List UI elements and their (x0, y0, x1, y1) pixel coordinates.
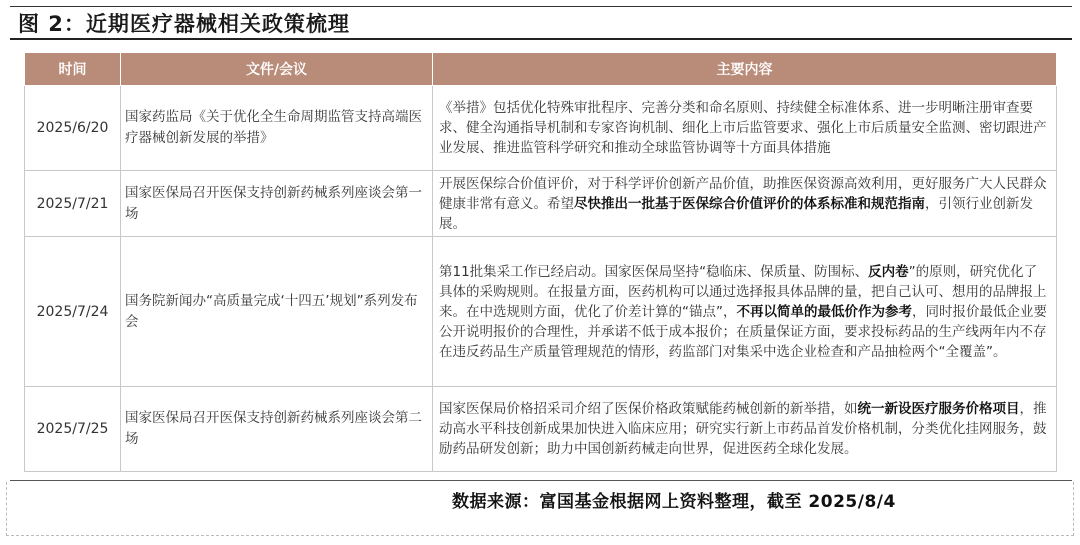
content-emphasis: 反内卷 (868, 263, 909, 280)
table-row (25, 387, 1057, 472)
row-date: 2025/7/25 (25, 387, 121, 472)
row-content (433, 237, 1057, 387)
content-text: ，推动高水平科技创新成果加快进入临床应用；研究实行新上市药品首发价格机制，分类优化挂网服务，鼓励药品研发创新；助力中国创新药械走向世界，促进医药全球化发展。 (439, 401, 1047, 457)
content-emphasis: 统一新设医疗服务价格项目 (857, 401, 1020, 417)
content-text: 国家医保局价格招采司介绍了医保价格政策赋能药械创新的新举措，如 (439, 401, 858, 417)
header-document: 文件/会议 (121, 53, 433, 86)
figure-title: 图 2：近期医疗器械相关政策梳理 (18, 11, 350, 36)
table-row (25, 237, 1057, 387)
content-text: 《举措》包括优化特殊审批程序、完善分类和命名原则、持续健全标准体系、进一步明晰注册审查要求、健全沟通指导机制和专家咨询机制、细化上市后监管要求、强化上市后质量安全监测、密切跟进产业发展、推进监管科学研究和推动全球监管协调等十方面具体措施 (439, 100, 1047, 156)
content-text: ”的原则，研究优化了具体的采购规则。在报量方面，医药机构可以通过选择报具体品牌的量，把自己认可、想用的品牌报上来。在中选规则方面，优化了价差计算的“锚点”， (439, 263, 1047, 320)
policy-table-container (24, 52, 1056, 472)
content-emphasis: 不再以简单的最低价作为参考 (736, 303, 912, 320)
row-content (433, 86, 1057, 171)
content-text: ，同时报价最低企业要公开说明报价的合理性，并承诺不低于成本报价；在质量保证方面，要求投标药品的生产线两年内不存在违反药品生产质量管理规范的情形，药监部门对集采中选企业检查和产品抽检两个“全覆盖”。 (439, 303, 1047, 360)
table-row (25, 171, 1057, 237)
header-date: 时间 (25, 53, 121, 86)
header-content: 主要内容 (433, 53, 1057, 86)
bottom-rule (10, 480, 1072, 481)
row-document: 国务院新闻办“高质量完成‘十四五’规划”系列发布会 (121, 237, 433, 387)
source-note: 数据来源：富国基金根据网上资料整理，截至 2025/8/4 (452, 492, 896, 512)
content-emphasis: 尽快推出一批基于医保综合价值评价的体系标准和规范指南 (574, 195, 925, 212)
row-document: 国家医保局召开医保支持创新药械系列座谈会第一场 (121, 171, 433, 237)
row-date: 2025/6/20 (25, 86, 121, 171)
content-text: ，引领行业创新发展。 (439, 195, 1033, 232)
row-content (433, 387, 1057, 472)
content-text: 开展医保综合价值评价，对于科学评价创新产品价值，助推医保资源高效利用，更好服务广大人民群众健康非常有意义。希望 (439, 175, 1047, 212)
policy-table (24, 52, 1057, 472)
figure-title-bar (10, 6, 1072, 40)
row-document: 国家药监局《关于优化全生命周期监管支持高端医疗器械创新发展的举措》 (121, 86, 433, 171)
content-text: 第11批集采工作已经启动。国家医保局坚持“稳临床、保质量、防围标、 (439, 263, 869, 280)
row-date: 2025/7/24 (25, 237, 121, 387)
row-content (433, 171, 1057, 237)
row-date: 2025/7/21 (25, 171, 121, 237)
table-header-row (25, 53, 1057, 86)
row-document: 国家医保局召开医保支持创新药械系列座谈会第二场 (121, 387, 433, 472)
table-row (25, 86, 1057, 171)
